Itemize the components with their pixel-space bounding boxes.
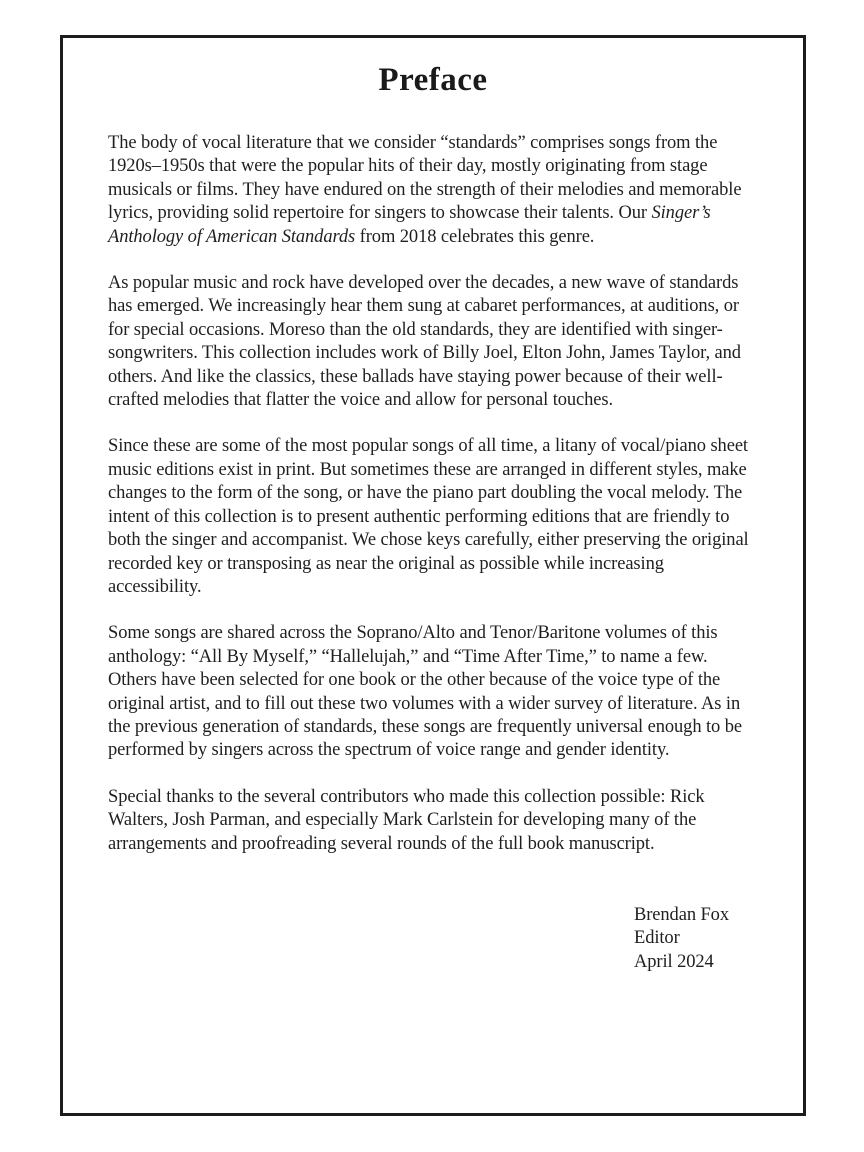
- signature-role: Editor: [634, 928, 680, 949]
- paragraph-2: As popular music and rock have developed over the decades, a new wave of standards has emerged. We increasingly hear them sung at cabaret performances, at auditions, or for special occasions. Moreso than the old standards, they are identified with singer-songwriters. This collection includes work of Billy Joel, Elton John, James Taylor, and others. And like the classics, these ballads have staying power because of their well-crafted melodies that flatter the voice and allow for personal touches.: [108, 273, 741, 411]
- signature-name: Brendan Fox: [634, 904, 729, 925]
- paragraph-1-text-end: from 2018 celebrates this genre.: [355, 226, 595, 247]
- page-title: Preface: [378, 62, 488, 98]
- paragraph-1-text: The body of vocal literature that we consider “standards” comprises songs from the 1920s–1950s that were the popular hits of their day, mostly originating from stage musicals or films. They have endured on the strength of their melodies and memorable lyrics, providing solid repertoire for singers to showcase their talents. Our: [108, 133, 742, 224]
- book-title-italic: Singer’s Anthology of American Standards: [108, 203, 711, 247]
- paragraph-4: Some songs are shared across the Soprano/Alto and Tenor/Baritone volumes of this anthology: “All By Myself,” “Hallelujah,” and “Time After Time,” to name a few. Others have been selected for one book or the other because of the voice type of the original artist, and to fill out these two volumes with a wider survey of literature. As in the previous generation of standards, these songs are frequently universal enough to be performed by singers across the spectrum of voice range and gender identity.: [108, 623, 742, 761]
- page-border-frame: [60, 35, 806, 1116]
- paragraph-5: Special thanks to the several contributors who made this collection possible: Rick Walters, Josh Parman, and especially Mark Carlstein for developing many of the arrangements and proofreading several rounds of the full book manuscript.: [108, 786, 705, 854]
- preface-body: [108, 132, 758, 856]
- paragraph-3: Since these are some of the most popular songs of all time, a litany of vocal/piano sheet music editions exist in print. But sometimes these are arranged in different styles, make changes to the form of the song, or have the piano part doubling the vocal melody. The intent of this collection is to present authentic performing editions that are friendly to both the singer and accompanist. We chose keys carefully, either preserving the original recorded key or transposing as near the original as possible while increasing accessibility.: [108, 436, 749, 597]
- signature-date: April 2024: [634, 951, 714, 972]
- signature-block: [634, 904, 758, 974]
- paragraph-1: [108, 132, 758, 249]
- page-content: [63, 38, 803, 974]
